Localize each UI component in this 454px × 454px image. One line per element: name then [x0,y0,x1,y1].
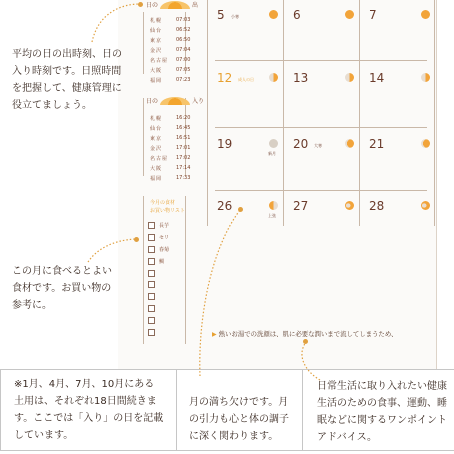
time-value: 07:04 [176,47,191,53]
moon-phase-label: 上弦 [268,213,276,218]
day-number: 19 [217,137,233,151]
city-name: 仙台 [150,126,163,132]
day-number: 21 [369,137,385,151]
day-number: 13 [293,71,309,85]
memo-title-line1: 今月の食材 [150,200,176,206]
food-label: セリ [159,235,170,242]
note-sun-times: 平均の日の出時刻、日の入り時刻です。日照時間を把握して、健康管理に役立てましょう。 [12,49,122,111]
time-value: 16:20 [176,115,191,121]
time-value: 07:03 [176,17,191,23]
city-name: 札幌 [150,116,163,122]
sunset-label-left: 日の [146,98,159,105]
sunrise-label-right: 出 [192,2,199,9]
leader-dot-advice [303,339,308,344]
advice-text: 熱いお湯での洗顔は、肌に必要な潤いまで流してしまうため、 [218,330,398,338]
time-value: 06:52 [176,27,191,33]
day-number: 27 [293,199,309,213]
time-value: 17:01 [176,145,191,151]
note-moon: 月の満ち欠けです。月の引力も心と体の調子に深く関わります。 [189,397,289,442]
city-name: 福岡 [150,176,163,182]
day-number: 12 [217,71,233,85]
city-name: 東京 [150,38,163,44]
leader-dot-moon [238,207,243,212]
note-advice: 日常生活に取り入れたい健康生活のための食事、運動、睡眠などに関するワンポイントアドバイス。 [317,381,447,443]
time-value: 17:02 [176,155,191,161]
time-value: 07:00 [176,57,191,63]
leader-dot-sun [138,2,143,7]
city-name: 大阪 [150,68,163,74]
day-number: 5 [217,8,225,22]
time-value: 17:33 [176,175,191,181]
time-value: 17:14 [176,165,191,171]
note-saturday: ※1月、4月、7月、10月にある土用は、それぞれ18日間続きます。ここでは「入り」の日を記載しています。 [14,379,164,441]
city-name: 名古屋 [150,58,169,64]
day-number: 20 [293,137,309,151]
food-label: 鯛 [159,258,165,265]
day-note: 成人の日 [238,77,254,82]
city-name: 大阪 [150,166,163,172]
memo-title-line2: お買い物リスト [150,208,185,214]
day-note: 小寒 [231,14,239,19]
time-value: 07:05 [176,67,191,73]
day-number: 14 [369,71,385,85]
day-number: 26 [217,199,233,213]
day-number: 6 [293,8,301,22]
time-value: 07:23 [176,77,191,83]
time-value: 06:50 [176,37,191,43]
day-number: 28 [369,199,385,213]
sunset-label-right: 入り [192,98,205,105]
city-name: 金沢 [150,48,163,54]
city-name: 福岡 [150,78,163,84]
time-value: 16:45 [176,125,191,131]
city-name: 名古屋 [150,156,169,162]
day-number: 7 [369,8,377,22]
moon-phase-label: 新月 [268,151,276,156]
city-name: 札幌 [150,18,163,24]
note-foods: この月に食べるとよい食材です。お買い物の参考に。 [12,266,112,311]
sunrise-label-left: 日の [146,2,159,9]
leader-dot-food [134,237,139,242]
food-label: 長芋 [159,223,170,230]
day-note: 大寒 [314,143,322,148]
time-value: 16:51 [176,135,191,141]
city-name: 金沢 [150,146,163,152]
city-name: 東京 [150,136,163,142]
triangle-icon: ▶ [212,331,217,338]
city-name: 仙台 [150,28,163,34]
food-label: 春菊 [159,246,170,253]
